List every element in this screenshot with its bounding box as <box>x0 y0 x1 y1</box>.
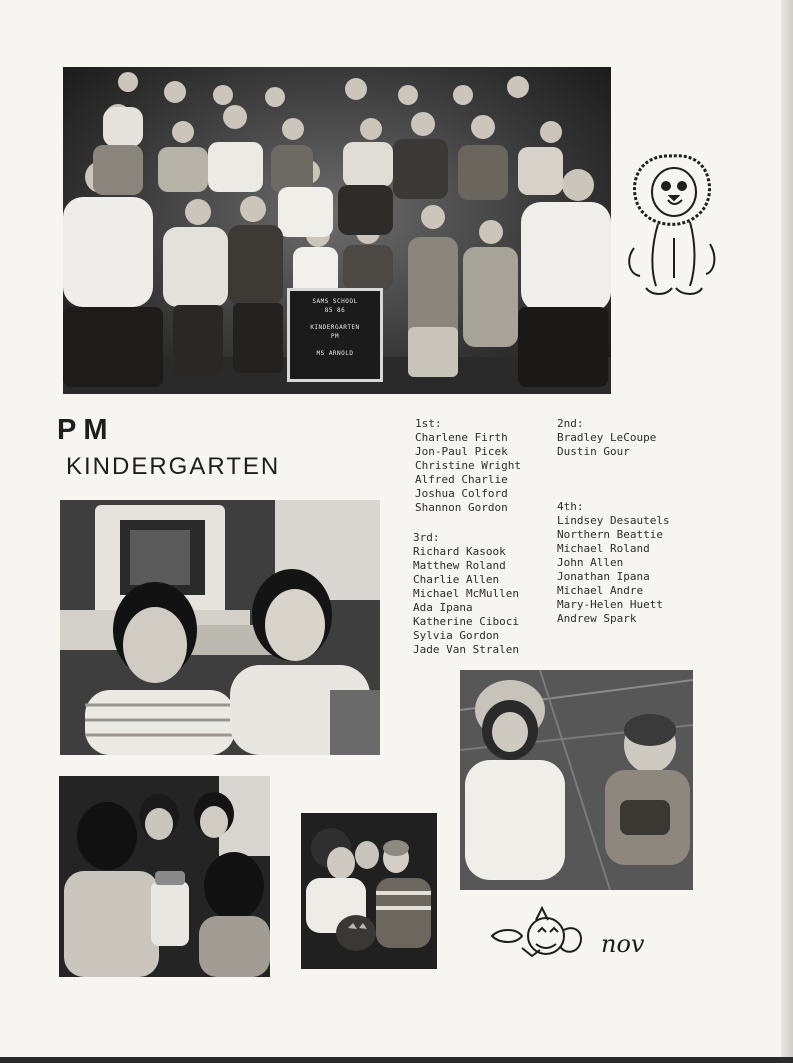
roster-name: Michael McMullen <box>413 587 519 600</box>
page-title-pm: PM <box>57 414 115 446</box>
doodle-text: nov <box>601 930 645 958</box>
sign-year: 85 86 <box>324 307 346 314</box>
page-edge <box>781 0 793 1063</box>
pumpkin-photo-scene <box>301 813 437 969</box>
group-photo <box>59 776 270 977</box>
class-photo <box>63 67 611 394</box>
roster-name: Shannon Gordon <box>415 501 508 514</box>
roster-name: Jon-Paul Picek <box>415 445 508 458</box>
roster-name: Alfred Charlie <box>415 473 508 486</box>
group-photo-scene <box>59 776 270 977</box>
pumpkin-photo <box>301 813 437 969</box>
sign-session: PM <box>330 333 340 340</box>
roster-header-second: 2nd: <box>557 417 584 430</box>
roster-name: Charlene Firth <box>415 431 508 444</box>
roster-header-fourth: 4th: <box>557 500 584 513</box>
page-title-kindergarten: KINDERGARTEN <box>66 453 281 480</box>
roster-second <box>557 417 656 459</box>
computer-photo-scene <box>60 500 380 755</box>
roster-name: Jonathan Ipana <box>557 570 650 583</box>
roster-third <box>413 531 519 657</box>
roster-name: Matthew Roland <box>413 559 506 572</box>
lion-mascot-illustration <box>622 148 722 303</box>
roster-header-first: 1st: <box>415 417 442 430</box>
roster-name: Sylvia Gordon <box>413 629 500 642</box>
roster-name: Dustin Gour <box>557 445 630 458</box>
roster-name: Jade Van Stralen <box>413 643 519 656</box>
costume-photo <box>460 670 693 890</box>
roster-name: Northern Beattie <box>557 528 663 541</box>
roster-name: Lindsey Desautels <box>557 514 670 527</box>
roster-name: Mary-Helen Huett <box>557 598 663 611</box>
roster-name: Ada Ipana <box>413 601 473 614</box>
roster-name: John Allen <box>557 556 624 569</box>
roster-header-third: 3rd: <box>413 531 440 544</box>
roster-name: Katherine Ciboci <box>413 615 519 628</box>
roster-name: Andrew Spark <box>557 612 637 625</box>
roster-name: Christine Wright <box>415 459 521 472</box>
roster-fourth <box>557 500 670 626</box>
sign-school: SAMS SCHOOL <box>312 298 358 305</box>
roster-name: Bradley LeCoupe <box>557 431 657 444</box>
roster-first <box>415 417 521 515</box>
roster-name: Charlie Allen <box>413 573 500 586</box>
class-photo-sign <box>287 288 383 382</box>
pumpkin-doodle-illustration <box>486 898 661 968</box>
costume-photo-scene <box>460 670 693 890</box>
roster-name: Michael Andre <box>557 584 644 597</box>
sign-class: KINDERGARTEN <box>310 324 360 331</box>
computer-photo <box>60 500 380 755</box>
roster-name: Richard Kasook <box>413 545 506 558</box>
roster-name: Joshua Colford <box>415 487 508 500</box>
sign-teacher: MS ARNOLD <box>316 350 354 357</box>
roster-name: Michael Roland <box>557 542 650 555</box>
bottom-edge <box>0 1057 793 1063</box>
